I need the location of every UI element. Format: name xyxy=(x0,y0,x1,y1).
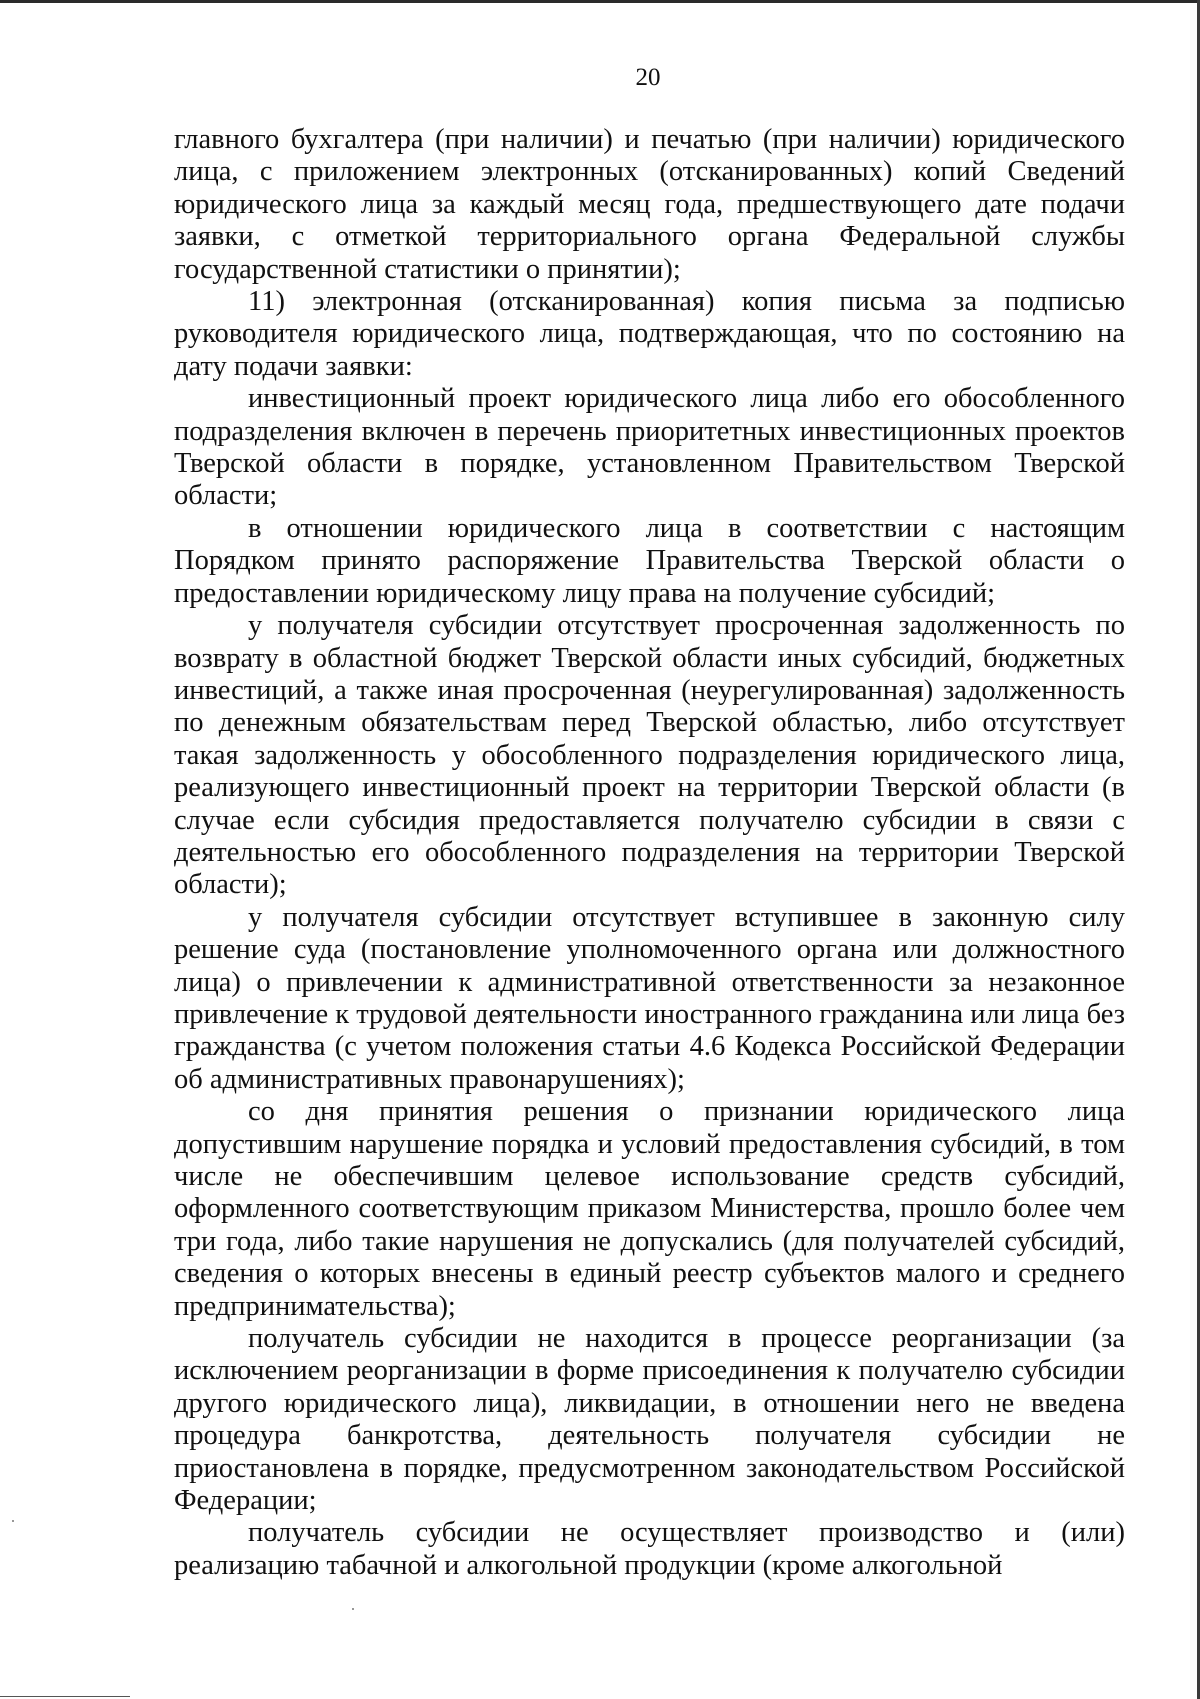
paragraph-tobacco-alcohol: получатель субсидии не осуществляет производство и (или) реализацию табачной и алкогольной продукции (кроме алкогольной xyxy=(174,1517,1125,1581)
scan-corner-line xyxy=(0,1696,130,1697)
paragraph-no-overdue-debt: у получателя субсидии отсутствует просроченная задолженность по возврату в областной бюджет Тверской области иных субсидий, бюджетных инвестиций, а также иная просроченная (неурегулированная) задолженность по денежным обязательствам перед Тверской областью, либо отсутствует такая задолженность у обособленного подразделения юридического лица, реализующего инвестиционный проект на территории Тверской области (в случае если субсидия предоставляется получателю субсидии в связи с деятельностью его обособленного подразделения на территории Тверской области); xyxy=(174,610,1125,901)
paragraph-investment-project: инвестиционный проект юридического лица либо его обособленного подразделения включен в перечень приоритетных инвестиционных проектов Тверской области в порядке, установленном Правительством Тверской области; xyxy=(174,383,1125,512)
scan-speck xyxy=(352,1608,354,1610)
paragraph-continuation: главного бухгалтера (при наличии) и печатью (при наличии) юридического лица, с приложением электронных (отсканированных) копий Сведений юридического лица за каждый месяц года, предшествующего дате подачи заявки, с отметкой территориального органа Федеральной службы государственной статистики о принятии); xyxy=(174,124,1125,285)
scan-speck xyxy=(12,1520,14,1522)
scan-edge-top xyxy=(0,0,1200,3)
page-number: 20 xyxy=(635,64,661,91)
paragraph-government-order: в отношении юридического лица в соответствии с настоящим Порядком принято распоряжение Правительства Тверской области о предоставлении юридическому лицу права на получение субсидий; xyxy=(174,512,1125,609)
paragraph-item-11: 11) электронная (отсканированная) копия письма за подписью руководителя юридического лица, подтверждающая, что по состоянию на дату подачи заявки: xyxy=(174,286,1125,382)
paragraph-no-court-decision: у получателя субсидии отсутствует вступившее в законную силу решение суда (постановление уполномоченного органа или должностного лица) о привлечении к административной ответственности за незаконное привлечение к трудовой деятельности иностранного гражданина или лица без гражданства (с учетом положения статьи 4.6 Кодекса Российской Федерации об административных правонарушениях); xyxy=(174,901,1125,1095)
paragraph-reorganization: получатель субсидии не находится в процессе реорганизации (за исключением реорганизации в форме присоединения к получателю субсидии другого юридического лица), ликвидации, в отношении него не введена процедура банкротства, деятельность получателя субсидии не приостановлена в порядке, предусмотренном законодательством Российской Федерации; xyxy=(174,1323,1125,1517)
document-body xyxy=(174,124,1125,1582)
paragraph-violations: со дня принятия решения о признании юридического лица допустившим нарушение порядка и условий предоставления субсидий, в том числе не обеспечившим целевое использование средств субсидий, оформленного соответствующим приказом Министерства, прошло более чем три года, либо такие нарушения не допускались (для получателей субсидий, сведения о которых внесены в единый реестр субъектов малого и среднего предпринимательства); xyxy=(174,1096,1125,1322)
